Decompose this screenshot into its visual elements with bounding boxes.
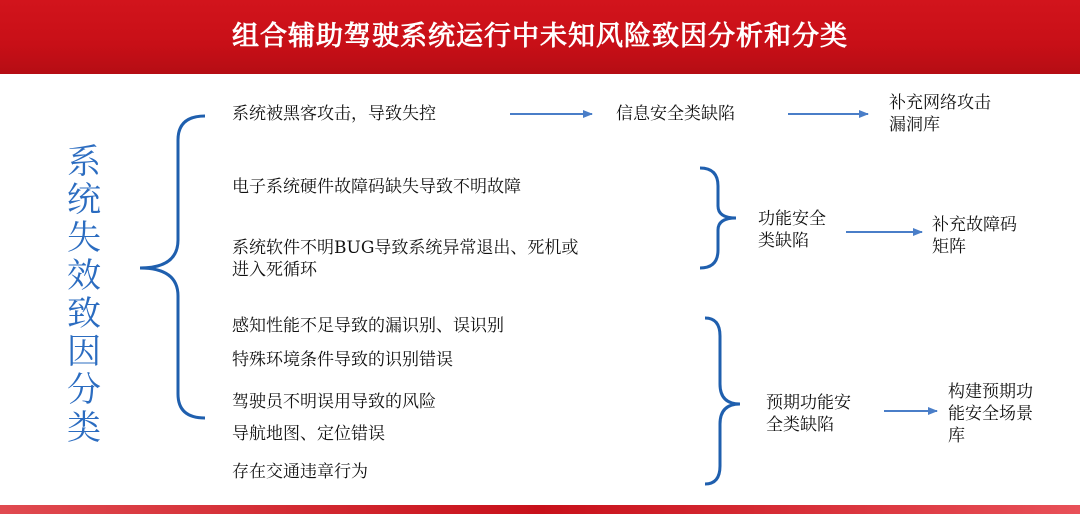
remedy-label: 补充网络攻击 xyxy=(889,93,991,113)
root-label-char: 统 xyxy=(67,180,101,220)
category-label: 全类缺陷 xyxy=(766,415,834,435)
category-label: 功能安全 xyxy=(758,209,826,229)
root-label-char: 效 xyxy=(67,256,101,296)
root-label-char: 致 xyxy=(67,294,101,334)
cause-item: 系统被黑客攻击，导致失控 xyxy=(232,104,436,124)
page-title: 组合辅助驾驶系统运行中未知风险致因分析和分类 xyxy=(232,21,848,52)
category-label: 信息安全类缺陷 xyxy=(616,104,735,124)
root-label-char: 类 xyxy=(67,408,101,448)
group2-brace xyxy=(700,168,736,268)
cause-item: 存在交通违章行为 xyxy=(232,462,368,482)
root-label-char: 分 xyxy=(67,370,101,410)
cause-item: 驾驶员不明误用导致的风险 xyxy=(232,392,436,412)
remedy-label: 能安全场景 xyxy=(948,404,1033,424)
remedy-label: 补充故障码 xyxy=(932,215,1017,235)
bottom-bar xyxy=(0,505,1080,514)
root-label-char: 系 xyxy=(67,142,101,182)
remedy-label: 构建预期功 xyxy=(948,382,1033,402)
main-brace xyxy=(140,116,205,418)
cause-item: 导航地图、定位错误 xyxy=(232,424,385,444)
remedy-label: 库 xyxy=(948,426,965,446)
group3-brace xyxy=(705,318,740,484)
category-label: 预期功能安 xyxy=(766,393,851,413)
cause-item: 特殊环境条件导致的识别错误 xyxy=(232,350,453,370)
cause-item: 感知性能不足导致的漏识别、误识别 xyxy=(232,316,504,336)
remedy-label: 矩阵 xyxy=(932,237,966,257)
root-label-char: 因 xyxy=(67,332,101,372)
cause-item: 系统软件不明BUG导致系统异常退出、死机或 xyxy=(232,238,579,258)
root-label-char: 失 xyxy=(67,218,101,258)
remedy-label: 漏洞库 xyxy=(889,115,940,135)
cause-item: 电子系统硬件故障码缺失导致不明故障 xyxy=(232,177,521,197)
cause-item: 进入死循环 xyxy=(232,260,317,280)
category-label: 类缺陷 xyxy=(758,231,809,251)
